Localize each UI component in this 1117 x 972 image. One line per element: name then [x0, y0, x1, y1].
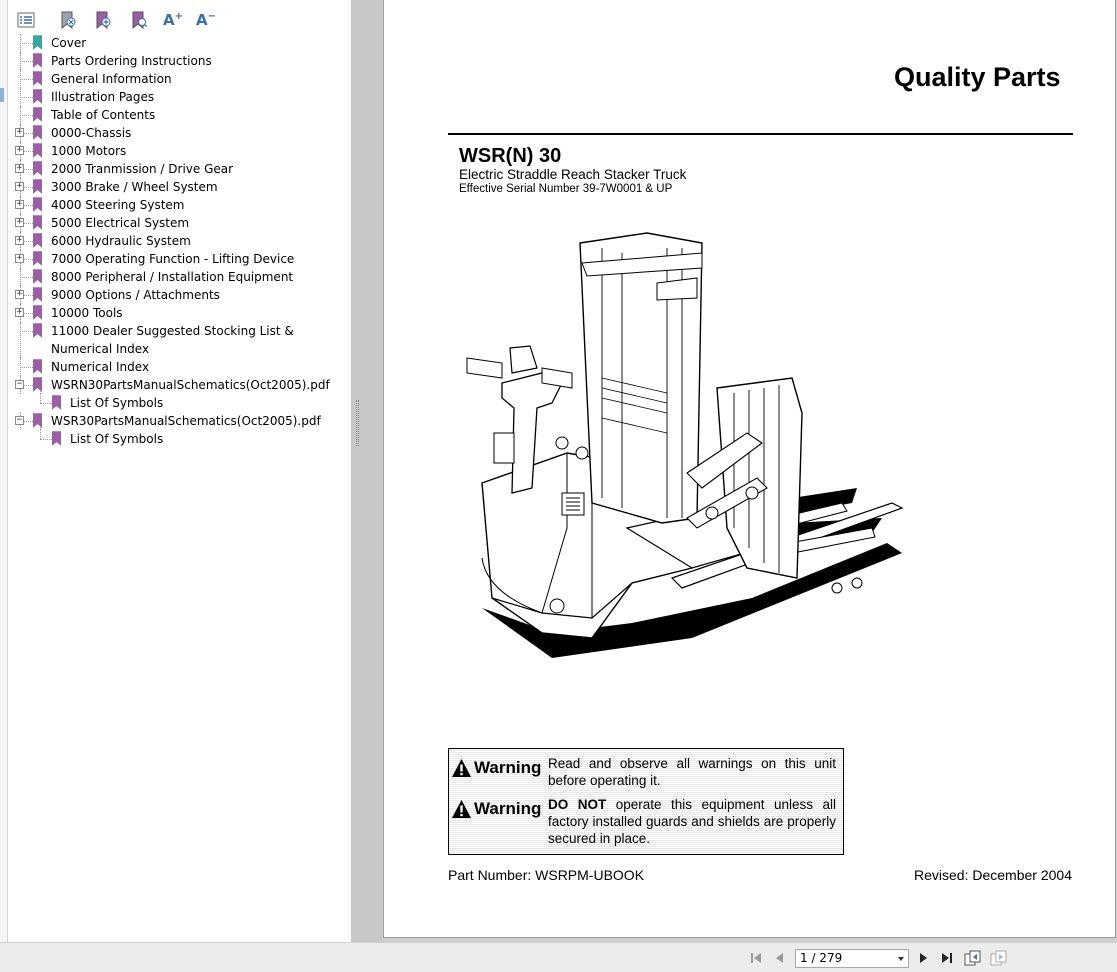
- new-bookmark-icon[interactable]: [92, 9, 114, 31]
- bookmark-label: 11000 Dealer Suggested Stocking List & Numerical Index: [51, 324, 294, 356]
- tree-connector: [40, 403, 52, 404]
- bookmark-item[interactable]: [8, 232, 351, 250]
- bookmark-item[interactable]: [8, 106, 351, 124]
- tree-connector: [20, 52, 21, 70]
- bookmark-item[interactable]: [8, 268, 351, 286]
- tree-connector: [40, 430, 41, 439]
- expand-toggle-icon[interactable]: +: [16, 127, 23, 137]
- expand-toggle-icon[interactable]: +: [16, 235, 23, 245]
- next-view-icon[interactable]: [990, 950, 1008, 966]
- bookmark-item[interactable]: [8, 304, 351, 322]
- tree-connector: [20, 97, 33, 98]
- previous-page-icon[interactable]: [771, 950, 789, 966]
- bookmark-item[interactable]: [8, 358, 351, 376]
- collapse-toggle-icon[interactable]: −: [16, 415, 23, 425]
- tree-connector: [20, 277, 33, 278]
- expand-toggle-icon[interactable]: +: [16, 163, 23, 173]
- warning-triangle-icon: [451, 758, 472, 778]
- warning-text: Read and observe all warnings on this unit before operating it.: [548, 756, 836, 788]
- bookmarks-panel: [8, 0, 351, 942]
- warning-box: [448, 748, 844, 855]
- previous-view-icon[interactable]: [964, 950, 982, 966]
- bookmark-icon: [33, 413, 42, 428]
- bookmark-icon: [33, 359, 42, 374]
- bookmark-item[interactable]: [8, 394, 351, 412]
- bookmark-item[interactable]: [8, 412, 351, 430]
- bookmark-label: Parts Ordering Instructions: [51, 54, 212, 68]
- bookmark-icon: [33, 35, 42, 50]
- bookmark-options-icon[interactable]: [15, 9, 37, 31]
- page-navigation-bar: [0, 942, 1117, 972]
- bookmark-item[interactable]: [8, 88, 351, 106]
- title-rule: [448, 133, 1073, 135]
- expand-toggle-icon[interactable]: +: [16, 253, 23, 263]
- bookmark-icon: [33, 107, 42, 122]
- tree-connector: [20, 43, 33, 44]
- bookmark-item[interactable]: [8, 124, 351, 142]
- page-number-value: 1 / 279: [800, 951, 843, 965]
- bookmark-item[interactable]: [8, 322, 351, 358]
- tree-connector: [20, 106, 21, 124]
- bookmark-item[interactable]: [8, 430, 351, 448]
- tree-connector: [20, 322, 21, 358]
- tree-connector: [40, 394, 41, 403]
- bookmark-label: 7000 Operating Function - Lifting Device: [51, 252, 295, 266]
- bookmark-label: 2000 Tranmission / Drive Gear: [51, 162, 234, 176]
- expand-toggle-icon[interactable]: +: [16, 307, 23, 317]
- bookmark-item[interactable]: [8, 142, 351, 160]
- tree-connector: [20, 70, 21, 88]
- bookmark-item[interactable]: [8, 214, 351, 232]
- revised-date: Revised: December 2004: [914, 867, 1072, 883]
- bookmark-label: 10000 Tools: [51, 306, 123, 320]
- chevron-down-icon: [898, 957, 904, 961]
- bookmark-icon: [33, 179, 42, 194]
- tree-connector: [20, 115, 33, 116]
- serial-number: Effective Serial Number 39-7W0001 & UP: [459, 183, 673, 195]
- bookmark-label: Illustration Pages: [51, 90, 155, 104]
- bookmark-label: General Information: [51, 72, 172, 86]
- bookmark-icon: [52, 431, 61, 446]
- model-name: WSR(N) 30: [459, 145, 562, 167]
- bookmark-item[interactable]: [8, 160, 351, 178]
- warning-text: DO NOT operate this equipment unless all factory installed guards and shields are properly secured in place.: [548, 797, 837, 846]
- bookmark-label: List Of Symbols: [70, 432, 164, 446]
- bookmark-icon: [33, 143, 42, 158]
- bookmark-icon: [33, 323, 42, 338]
- first-page-icon[interactable]: [747, 950, 765, 966]
- bookmark-item[interactable]: [8, 286, 351, 304]
- model-description: Electric Straddle Reach Stacker Truck: [459, 167, 687, 182]
- bookmark-item[interactable]: [8, 196, 351, 214]
- tree-connector: [20, 268, 21, 286]
- bookmark-icon: [33, 269, 42, 284]
- panel-splitter[interactable]: [351, 0, 382, 942]
- bookmark-label: 1000 Motors: [51, 144, 127, 158]
- bookmark-item[interactable]: [8, 376, 351, 394]
- bookmark-label: WSR30PartsManualSchematics(Oct2005).pdf: [51, 414, 321, 428]
- bookmark-icon: [33, 53, 42, 68]
- bookmark-icon: [33, 197, 42, 212]
- expand-toggle-icon[interactable]: +: [16, 181, 23, 191]
- expand-toggle-icon[interactable]: +: [16, 217, 23, 227]
- bookmark-label: 3000 Brake / Wheel System: [51, 180, 218, 194]
- page-title: Quality Parts: [894, 62, 1061, 92]
- truck-illustration: [462, 228, 922, 668]
- bookmark-item[interactable]: [8, 178, 351, 196]
- part-number: Part Number: WSRPM-UBOOK: [448, 867, 645, 883]
- bookmark-label: 6000 Hydraulic System: [51, 234, 191, 248]
- tree-connector: [20, 88, 21, 106]
- tree-connector: [40, 439, 52, 440]
- bookmark-label: Numerical Index: [51, 360, 150, 374]
- increase-text-size-icon[interactable]: A+: [163, 11, 183, 29]
- delete-bookmark-icon[interactable]: [57, 9, 79, 31]
- tree-connector: [20, 34, 21, 52]
- bookmark-label: 8000 Peripheral / Installation Equipment: [51, 270, 294, 284]
- splitter-grip[interactable]: [356, 400, 359, 446]
- last-page-icon[interactable]: [939, 950, 957, 966]
- bookmark-label: 9000 Options / Attachments: [51, 288, 220, 302]
- bookmark-label: Table of Contents: [51, 108, 156, 122]
- bookmark-item[interactable]: [8, 34, 351, 52]
- bookmark-icon: [33, 287, 42, 302]
- tree-connector: [20, 79, 33, 80]
- bookmark-item[interactable]: [8, 250, 351, 268]
- next-page-icon[interactable]: [914, 950, 932, 966]
- bookmark-icon: [33, 305, 42, 320]
- bookmark-icon: [33, 233, 42, 248]
- expand-toggle-icon[interactable]: +: [16, 199, 23, 209]
- warning-triangle-icon: [451, 799, 472, 819]
- bookmark-icon: [33, 215, 42, 230]
- bookmark-label: 0000-Chassis: [51, 126, 132, 140]
- bookmark-label: WSRN30PartsManualSchematics(Oct2005).pdf: [51, 378, 330, 392]
- bookmark-label: 4000 Steering System: [51, 198, 185, 212]
- decrease-text-size-icon[interactable]: A−: [196, 11, 216, 29]
- page-number-select[interactable]: [795, 949, 909, 968]
- bookmark-icon: [33, 71, 42, 86]
- tree-connector: [20, 367, 33, 368]
- document-page: [383, 0, 1116, 938]
- tree-connector: [20, 61, 33, 62]
- bookmark-item[interactable]: [8, 52, 351, 70]
- tree-connector: [20, 358, 21, 376]
- collapse-toggle-icon[interactable]: −: [16, 379, 23, 389]
- bookmark-icon: [33, 125, 42, 140]
- bookmark-item[interactable]: [8, 70, 351, 88]
- expand-toggle-icon[interactable]: +: [16, 289, 23, 299]
- warning-label: Warning: [451, 758, 541, 778]
- bookmark-icon: [33, 251, 42, 266]
- navigation-pane-strip: [0, 0, 8, 942]
- bookmark-label: 5000 Electrical System: [51, 216, 190, 230]
- bookmark-label: List Of Symbols: [70, 396, 164, 410]
- bookmark-label: Cover: [51, 36, 87, 50]
- expand-toggle-icon[interactable]: +: [16, 145, 23, 155]
- find-bookmark-icon[interactable]: [128, 9, 150, 31]
- bookmarks-toolbar: [8, 0, 351, 36]
- warning-label: Warning: [451, 799, 541, 819]
- bookmark-icon: [33, 161, 42, 176]
- strip-marker: [0, 88, 4, 102]
- tree-connector: [20, 331, 33, 332]
- bookmark-icon: [52, 395, 61, 410]
- bookmark-icon: [33, 89, 42, 104]
- document-viewer[interactable]: [382, 0, 1117, 942]
- bookmark-icon: [33, 377, 42, 392]
